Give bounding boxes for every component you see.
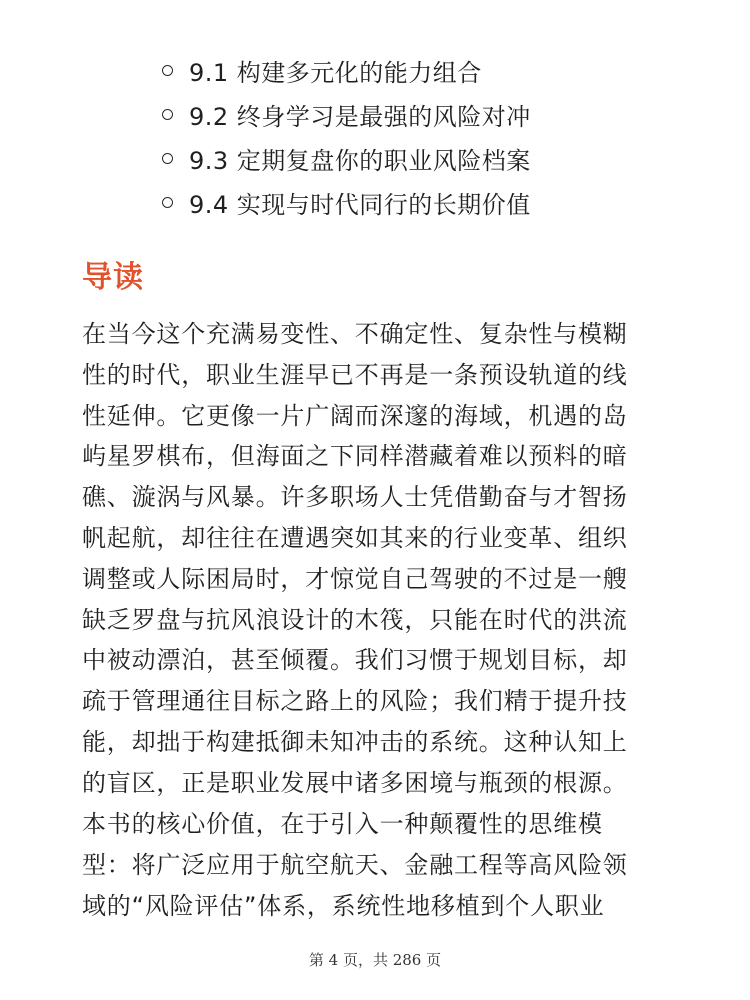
text-line: 性的时代，职业生涯早已不再是一条预设轨道的线	[82, 360, 628, 389]
toc-item-label: 9.1 构建多元化的能力组合	[189, 58, 482, 87]
text-line: 礁、漩涡与风暴。许多职场人士凭借勤奋与才智扬	[82, 483, 628, 512]
toc-item-label: 9.3 定期复盘你的职业风险档案	[189, 146, 531, 175]
toc-item-9-4	[162, 180, 531, 224]
text-line: 性延伸。它更像一片广阔而深邃的海域，机遇的岛	[82, 401, 628, 430]
text-line: 域的“风险评估”体系，系统性地移植到个人职业	[82, 891, 605, 920]
bullet-circle-icon	[162, 109, 173, 120]
table-of-contents	[162, 48, 531, 224]
intro-paragraph-1	[82, 314, 682, 804]
text-line: 中被动漂泊，甚至倾覆。我们习惯于规划目标，却	[82, 646, 628, 675]
text-line: 帆起航，却往往在遭遇突如其来的行业变革、组织	[82, 523, 628, 552]
toc-item-9-3	[162, 136, 531, 180]
text-line: 本书的核心价值，在于引入一种颠覆性的思维模	[82, 810, 603, 838]
text-line: 屿星罗棋布，但海面之下同样潜藏着难以预料的暗	[82, 442, 628, 471]
text-line: 在当今这个充满易变性、不确定性、复杂性与模糊	[82, 320, 628, 348]
text-line: 的盲区，正是职业发展中诸多困境与瓶颈的根源。	[82, 768, 628, 797]
text-line: 调整或人际困局时，才惊觉自己驾驶的不过是一艘	[82, 564, 628, 593]
section-heading: 导读	[82, 260, 144, 295]
page-number-footer: 第 4 页，共 286 页	[308, 951, 442, 969]
bullet-circle-icon	[162, 65, 173, 76]
bullet-circle-icon	[162, 197, 173, 208]
toc-item-9-1	[162, 48, 531, 92]
toc-item-label: 9.4 实现与时代同行的长期价值	[189, 190, 531, 219]
text-line: 能，却拙于构建抵御未知冲击的系统。这种认知上	[82, 727, 628, 756]
intro-paragraph-2	[82, 804, 682, 926]
toc-item-9-2	[162, 92, 531, 136]
bullet-circle-icon	[162, 153, 173, 164]
text-line: 型：将广泛应用于航空航天、金融工程等高风险领	[82, 850, 628, 879]
toc-item-label: 9.2 终身学习是最强的风险对冲	[189, 102, 531, 131]
text-line: 缺乏罗盘与抗风浪设计的木筏，只能在时代的洪流	[82, 605, 628, 634]
text-line: 疏于管理通往目标之路上的风险；我们精于提升技	[82, 687, 628, 716]
